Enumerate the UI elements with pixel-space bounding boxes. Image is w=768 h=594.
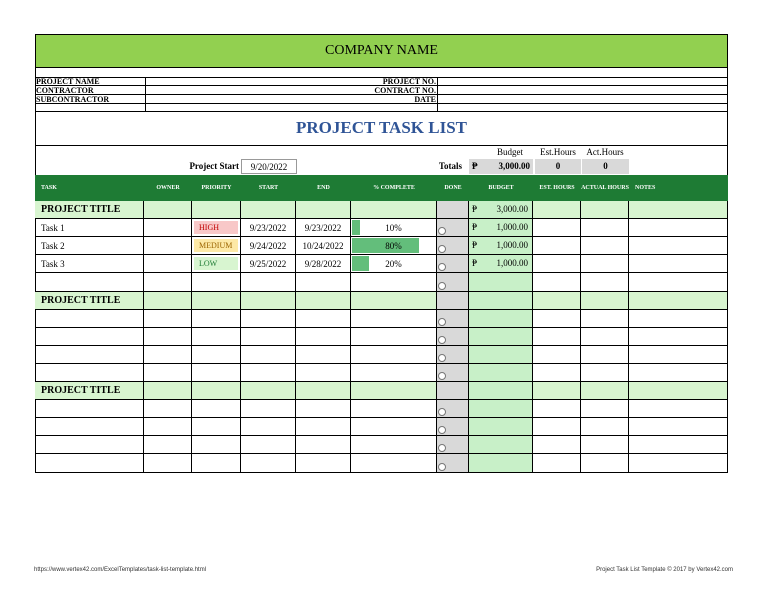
cell-task[interactable]: [35, 436, 144, 454]
table-row: [35, 328, 728, 346]
project-title-text: PROJECT TITLE: [41, 385, 121, 396]
cell-task[interactable]: [35, 219, 144, 237]
cell-owner[interactable]: [144, 364, 192, 382]
cell-priority[interactable]: [192, 292, 241, 310]
cell-priority[interactable]: [192, 273, 241, 292]
cell-est-hours[interactable]: [533, 418, 581, 436]
cell-done: [437, 310, 469, 328]
cell-budget[interactable]: [469, 237, 533, 255]
table-row: [35, 346, 728, 364]
cell-actual-hours[interactable]: [581, 201, 629, 219]
col-header-priority[interactable]: PRIORITY: [192, 175, 241, 201]
cell-est-hours[interactable]: [533, 454, 581, 473]
cell-owner[interactable]: [144, 255, 192, 273]
cell-priority[interactable]: [192, 454, 241, 473]
table-row: [35, 255, 728, 273]
cell-actual-hours[interactable]: [581, 382, 629, 400]
cell-budget[interactable]: [469, 364, 533, 382]
project-name-field[interactable]: [146, 78, 436, 85]
done-checkbox-icon[interactable]: [438, 463, 446, 471]
page-title: PROJECT TASK LIST: [295, 118, 467, 137]
done-checkbox-icon[interactable]: [438, 354, 446, 362]
cell-owner[interactable]: [144, 219, 192, 237]
cell-notes[interactable]: [629, 310, 728, 328]
col-header-done[interactable]: DONE: [437, 175, 469, 201]
project-no-field[interactable]: [438, 78, 727, 85]
cell-owner[interactable]: [144, 310, 192, 328]
cell-actual-hours[interactable]: [581, 292, 629, 310]
cell-priority[interactable]: [192, 255, 241, 273]
priority-badge: HIGH: [194, 221, 238, 234]
project-title-row: [35, 292, 728, 310]
cell-task[interactable]: [35, 310, 144, 328]
cell-done: [437, 237, 469, 255]
cell-notes[interactable]: [629, 454, 728, 473]
cell-end[interactable]: [296, 255, 351, 273]
cell-actual-hours[interactable]: [581, 454, 629, 473]
end-date: 9/28/2022: [304, 258, 342, 269]
project-title-row: [35, 201, 728, 219]
cell-end[interactable]: [296, 436, 351, 454]
cell-task[interactable]: [35, 201, 144, 219]
table-row: [35, 418, 728, 436]
cell-start[interactable]: [241, 219, 296, 237]
cell-pct[interactable]: [351, 219, 437, 237]
done-checkbox-icon[interactable]: [438, 318, 446, 326]
task-name: Task 3: [41, 258, 65, 269]
date-label: DATE: [414, 95, 436, 104]
cell-done: [437, 382, 469, 400]
cell-start[interactable]: [241, 292, 296, 310]
budget-value: 1,000.00: [496, 222, 528, 232]
table-row: [35, 219, 728, 237]
act-hours-label: Act.Hours: [586, 147, 624, 157]
cell-actual-hours[interactable]: [581, 418, 629, 436]
cell-actual-hours[interactable]: [581, 237, 629, 255]
cell-task[interactable]: [35, 292, 144, 310]
cell-actual-hours[interactable]: [581, 255, 629, 273]
cell-notes[interactable]: [629, 436, 728, 454]
currency-symbol: ₱: [472, 204, 478, 214]
task-name: Task 2: [41, 240, 65, 251]
col-header-budget[interactable]: BUDGET: [469, 175, 533, 201]
cell-end[interactable]: [296, 310, 351, 328]
cell-start[interactable]: [241, 400, 296, 418]
cell-task[interactable]: [35, 364, 144, 382]
cell-pct[interactable]: [351, 400, 437, 418]
table-row: [35, 310, 728, 328]
contractor-field[interactable]: [146, 86, 436, 94]
cell-owner[interactable]: [144, 201, 192, 219]
cell-end[interactable]: [296, 346, 351, 364]
cell-priority[interactable]: [192, 436, 241, 454]
currency-symbol: ₱: [472, 161, 478, 171]
cell-owner[interactable]: [144, 436, 192, 454]
percent-complete-text: 10%: [385, 222, 402, 233]
cell-task[interactable]: [35, 346, 144, 364]
cell-pct[interactable]: [351, 346, 437, 364]
cell-task[interactable]: [35, 382, 144, 400]
project-title-text: PROJECT TITLE: [41, 204, 121, 215]
currency-symbol: ₱: [472, 222, 478, 232]
column-header-row: [35, 175, 728, 201]
cell-owner[interactable]: [144, 454, 192, 473]
cell-notes[interactable]: [629, 255, 728, 273]
cell-start[interactable]: [241, 201, 296, 219]
cell-task[interactable]: [35, 418, 144, 436]
cell-owner[interactable]: [144, 346, 192, 364]
col-header-task[interactable]: TASK: [35, 175, 144, 201]
cell-notes[interactable]: [629, 328, 728, 346]
cell-owner[interactable]: [144, 400, 192, 418]
cell-pct[interactable]: [351, 382, 437, 400]
cell-actual-hours[interactable]: [581, 436, 629, 454]
cell-actual-hours[interactable]: [581, 346, 629, 364]
cell-start[interactable]: [241, 310, 296, 328]
cell-priority[interactable]: [192, 219, 241, 237]
cell-est-hours[interactable]: [533, 328, 581, 346]
cell-end[interactable]: [296, 382, 351, 400]
cell-pct[interactable]: [351, 237, 437, 255]
cell-priority[interactable]: [192, 382, 241, 400]
budget-total-value: 3,000.00: [498, 161, 530, 171]
cell-owner[interactable]: [144, 273, 192, 292]
start-date: 9/23/2022: [249, 222, 287, 233]
cell-end[interactable]: [296, 292, 351, 310]
col-header-start[interactable]: START: [241, 175, 296, 201]
cell-owner[interactable]: [144, 237, 192, 255]
cell-done: [437, 436, 469, 454]
start-date: 9/25/2022: [249, 258, 287, 269]
cell-budget[interactable]: [469, 418, 533, 436]
cell-budget[interactable]: [469, 346, 533, 364]
cell-est-hours[interactable]: [533, 273, 581, 292]
cell-owner[interactable]: [144, 328, 192, 346]
cell-actual-hours[interactable]: [581, 219, 629, 237]
percent-complete-text: 20%: [385, 258, 402, 269]
cell-priority[interactable]: [192, 346, 241, 364]
cell-done: [437, 454, 469, 473]
cell-priority[interactable]: [192, 237, 241, 255]
cell-actual-hours[interactable]: [581, 364, 629, 382]
cell-notes[interactable]: [629, 292, 728, 310]
project-title-row: [35, 382, 728, 400]
cell-done: [437, 219, 469, 237]
cell-actual-hours[interactable]: [581, 400, 629, 418]
cell-task[interactable]: [35, 273, 144, 292]
cell-notes[interactable]: [629, 418, 728, 436]
cell-start[interactable]: [241, 328, 296, 346]
cell-actual-hours[interactable]: [581, 273, 629, 292]
cell-budget[interactable]: [469, 201, 533, 219]
est-hours-label: Est.Hours: [540, 147, 576, 157]
cell-est-hours[interactable]: [533, 219, 581, 237]
cell-notes[interactable]: [629, 201, 728, 219]
project-title-text: PROJECT TITLE: [41, 295, 121, 306]
cell-pct[interactable]: [351, 292, 437, 310]
table-row: [35, 436, 728, 454]
cell-actual-hours[interactable]: [581, 328, 629, 346]
table-row: [35, 454, 728, 473]
percent-complete-text: 80%: [385, 240, 402, 251]
cell-done: [437, 201, 469, 219]
end-date: 10/24/2022: [302, 240, 344, 251]
cell-task[interactable]: [35, 454, 144, 473]
cell-task[interactable]: [35, 400, 144, 418]
done-checkbox-icon[interactable]: [438, 426, 446, 434]
cell-owner[interactable]: [144, 382, 192, 400]
cell-end[interactable]: [296, 328, 351, 346]
cell-budget[interactable]: [469, 273, 533, 292]
task-name: Task 1: [41, 222, 65, 233]
col-header-notes[interactable]: NOTES: [629, 175, 728, 201]
cell-end[interactable]: [296, 219, 351, 237]
cell-end[interactable]: [296, 418, 351, 436]
cell-notes[interactable]: [629, 400, 728, 418]
cell-est-hours[interactable]: [533, 237, 581, 255]
cell-notes[interactable]: [629, 273, 728, 292]
col-header-actual-hours[interactable]: ACTUAL HOURS: [581, 175, 629, 201]
currency-symbol: ₱: [472, 258, 478, 268]
cell-est-hours[interactable]: [533, 364, 581, 382]
done-checkbox-icon[interactable]: [438, 372, 446, 380]
cell-start[interactable]: [241, 255, 296, 273]
date-field[interactable]: [438, 95, 727, 103]
cell-pct[interactable]: [351, 310, 437, 328]
cell-done: [437, 328, 469, 346]
cell-budget[interactable]: [469, 219, 533, 237]
cell-est-hours[interactable]: [533, 400, 581, 418]
table-row: [35, 400, 728, 418]
cell-task[interactable]: [35, 237, 144, 255]
priority-badge: MEDIUM: [194, 239, 238, 252]
cell-done: [437, 273, 469, 292]
cell-notes[interactable]: [629, 382, 728, 400]
budget-label: Budget: [497, 147, 523, 157]
cell-priority[interactable]: [192, 400, 241, 418]
cell-start[interactable]: [241, 418, 296, 436]
cell-pct[interactable]: [351, 418, 437, 436]
budget-value: 1,000.00: [496, 240, 528, 250]
cell-est-hours[interactable]: [533, 382, 581, 400]
subcontractor-field[interactable]: [146, 95, 436, 103]
est-hours-total: 0: [535, 159, 581, 174]
cell-priority[interactable]: [192, 310, 241, 328]
cell-start[interactable]: [241, 436, 296, 454]
budget-value: 3,000.00: [496, 204, 528, 214]
info-block: [35, 77, 728, 112]
done-checkbox-icon[interactable]: [438, 245, 446, 253]
priority-badge: LOW: [194, 257, 238, 270]
cell-est-hours[interactable]: [533, 292, 581, 310]
cell-est-hours[interactable]: [533, 310, 581, 328]
cell-start[interactable]: [241, 346, 296, 364]
cell-est-hours[interactable]: [533, 436, 581, 454]
cell-pct[interactable]: [351, 201, 437, 219]
done-checkbox-icon[interactable]: [438, 282, 446, 290]
cell-done: [437, 255, 469, 273]
cell-est-hours[interactable]: [533, 201, 581, 219]
cell-pct[interactable]: [351, 255, 437, 273]
cell-priority[interactable]: [192, 418, 241, 436]
cell-start[interactable]: [241, 382, 296, 400]
subcontractor-label: SUBCONTRACTOR: [36, 95, 110, 104]
cell-priority[interactable]: [192, 364, 241, 382]
col-header-est-hours[interactable]: EST. HOURS: [533, 175, 581, 201]
footer-url[interactable]: https://www.vertex42.com/ExcelTemplates/task-list-template.html: [34, 567, 207, 573]
contractor-label: CONTRACTOR: [36, 86, 94, 95]
start-date: 9/24/2022: [249, 240, 287, 251]
cell-pct[interactable]: [351, 328, 437, 346]
project-name-label: PROJECT NAME: [36, 77, 100, 86]
cell-start[interactable]: [241, 237, 296, 255]
budget-total: [469, 159, 533, 174]
cell-pct[interactable]: [351, 364, 437, 382]
company-name[interactable]: COMPANY NAME: [35, 34, 728, 68]
cell-budget[interactable]: [469, 454, 533, 473]
cell-end[interactable]: [296, 454, 351, 473]
cell-est-hours[interactable]: [533, 346, 581, 364]
cell-start[interactable]: [241, 454, 296, 473]
project-no-label: PROJECT NO.: [382, 77, 436, 86]
cell-notes[interactable]: [629, 346, 728, 364]
col-header-owner[interactable]: OWNER: [144, 175, 192, 201]
footer-credit: Project Task List Template © 2017 by Vertex42.com: [596, 567, 733, 573]
cell-pct[interactable]: [351, 273, 437, 292]
end-date: 9/23/2022: [304, 222, 342, 233]
cell-done: [437, 400, 469, 418]
cell-actual-hours[interactable]: [581, 310, 629, 328]
cell-priority[interactable]: [192, 328, 241, 346]
cell-priority[interactable]: [192, 201, 241, 219]
cell-task[interactable]: [35, 255, 144, 273]
cell-done: [437, 346, 469, 364]
cell-task[interactable]: [35, 328, 144, 346]
done-checkbox-icon[interactable]: [438, 444, 446, 452]
cell-budget[interactable]: [469, 255, 533, 273]
cell-budget[interactable]: [469, 292, 533, 310]
cell-end[interactable]: [296, 201, 351, 219]
cell-end[interactable]: [296, 273, 351, 292]
cell-start[interactable]: [241, 364, 296, 382]
table-row: [35, 273, 728, 292]
cell-end[interactable]: [296, 364, 351, 382]
totals-label: Totals: [438, 161, 462, 171]
done-checkbox-icon[interactable]: [438, 408, 446, 416]
table-row: [35, 364, 728, 382]
cell-owner[interactable]: [144, 418, 192, 436]
project-start-label: Project Start: [189, 161, 239, 171]
cell-notes[interactable]: [629, 237, 728, 255]
cell-end[interactable]: [296, 237, 351, 255]
done-checkbox-icon[interactable]: [438, 336, 446, 344]
table-row: [35, 237, 728, 255]
currency-symbol: ₱: [472, 240, 478, 250]
cell-done: [437, 418, 469, 436]
contract-no-field[interactable]: [438, 86, 727, 94]
cell-budget[interactable]: [469, 400, 533, 418]
cell-pct[interactable]: [351, 454, 437, 473]
cell-end[interactable]: [296, 400, 351, 418]
done-checkbox-icon[interactable]: [438, 227, 446, 235]
cell-budget[interactable]: [469, 436, 533, 454]
col-header-pct[interactable]: % COMPLETE: [351, 175, 437, 201]
done-checkbox-icon[interactable]: [438, 263, 446, 271]
cell-notes[interactable]: [629, 219, 728, 237]
contract-no-label: CONTRACT NO.: [374, 86, 436, 95]
project-start-input[interactable]: 9/20/2022: [241, 159, 297, 174]
cell-est-hours[interactable]: [533, 255, 581, 273]
budget-value: 1,000.00: [496, 258, 528, 268]
task-table: [35, 201, 728, 473]
cell-start[interactable]: [241, 273, 296, 292]
act-hours-total: 0: [582, 159, 629, 174]
cell-budget[interactable]: [469, 328, 533, 346]
cell-pct[interactable]: [351, 436, 437, 454]
cell-budget[interactable]: [469, 310, 533, 328]
cell-owner[interactable]: [144, 292, 192, 310]
cell-done: [437, 364, 469, 382]
cell-notes[interactable]: [629, 364, 728, 382]
col-header-end[interactable]: END: [296, 175, 351, 201]
cell-done: [437, 292, 469, 310]
cell-budget[interactable]: [469, 382, 533, 400]
